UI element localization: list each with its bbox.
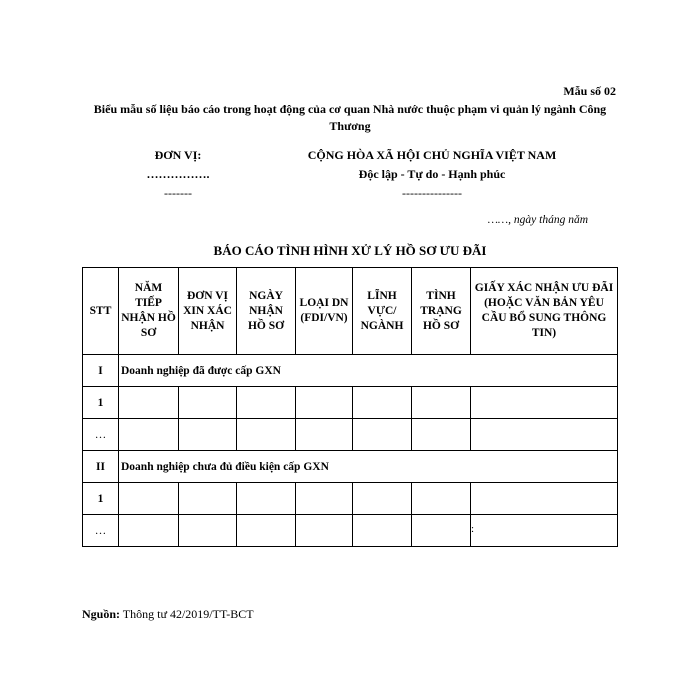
table-cell[interactable] [237,419,296,451]
column-header: LOẠI DN (FDI/VN) [296,268,353,355]
table-cell[interactable] [353,483,412,515]
section-title: Doanh nghiệp đã được cấp GXN [119,355,618,387]
form-subtitle: Biểu mẫu số liệu báo cáo trong hoạt động của cơ quan Nhà nước thuộc phạm vi quản lý ngành Công Thương [93,102,607,133]
table-cell[interactable] [412,419,471,451]
table-cell[interactable] [119,515,179,547]
table-cell[interactable] [412,387,471,419]
table-cell[interactable] [237,483,296,515]
row-number: … [83,515,119,547]
column-header: STT [83,268,119,355]
table-cell[interactable] [353,387,412,419]
column-header: NĂM TIẾP NHẬN HỒ SƠ [119,268,179,355]
table-cell[interactable] [296,419,353,451]
date-line: ……, ngày tháng năm [487,214,588,226]
section-row [83,355,618,387]
row-number: 1 [83,483,119,515]
unit-label: ĐƠN VỊ: [154,148,202,162]
column-header: TÌNH TRẠNG HỒ SƠ [412,268,471,355]
column-header: NGÀY NHẬN HỒ SƠ [237,268,296,355]
table-cell[interactable] [471,419,618,451]
report-title: BÁO CÁO TÌNH HÌNH XỬ LÝ HỒ SƠ ƯU ĐÃI [213,243,487,258]
table-row [83,419,618,451]
column-header: LĨNH VỰC/ NGÀNH [353,268,412,355]
table-cell[interactable] [179,483,237,515]
section-number: I [83,355,119,387]
source-text: Thông tư 42/2019/TT-BCT [120,607,254,621]
table-cell[interactable] [179,419,237,451]
section-title: Doanh nghiệp chưa đủ điều kiện cấp GXN [119,451,618,483]
unit-block [118,146,238,203]
nation-block [272,146,592,203]
table-row [83,483,618,515]
table-cell[interactable] [179,515,237,547]
stray-mark: : [471,523,475,535]
section-number: II [83,451,119,483]
nation-title: CỘNG HÒA XÃ HỘI CHỦ NGHĨA VIỆT NAM [307,148,557,162]
unit-dots: ……………. [146,167,210,181]
unit-dashes: ------- [164,186,192,200]
table-cell[interactable] [237,515,296,547]
source-line [82,607,254,622]
column-header: GIẤY XÁC NHẬN ƯU ĐÃI (HOẶC VĂN BẢN YÊU CẦU BỔ SUNG THÔNG TIN) [471,268,618,355]
table-cell[interactable] [237,387,296,419]
section-row [83,451,618,483]
table-cell[interactable] [353,419,412,451]
table-cell[interactable] [412,483,471,515]
table-cell[interactable] [119,387,179,419]
motto: Độc lập - Tự do - Hạnh phúc [358,167,506,181]
table-cell[interactable] [296,483,353,515]
column-header: ĐƠN VỊ XIN XÁC NHẬN [179,268,237,355]
row-number: 1 [83,387,119,419]
source-label: Nguồn: [82,607,121,621]
table-cell[interactable] [119,419,179,451]
table-cell[interactable] [412,515,471,547]
table-cell[interactable] [296,387,353,419]
report-table [82,267,618,547]
form-number: Mẫu số 02 [563,84,616,98]
table-cell[interactable] [471,515,618,547]
table-header-row [83,268,618,355]
row-number: … [83,419,119,451]
motto-dashes: --------------- [402,186,462,200]
table-cell[interactable] [353,515,412,547]
table-row [83,515,618,547]
table-cell[interactable] [471,483,618,515]
table-cell[interactable] [119,483,179,515]
table-cell[interactable] [179,387,237,419]
table-cell[interactable] [296,515,353,547]
table-row [83,387,618,419]
table-cell[interactable] [471,387,618,419]
